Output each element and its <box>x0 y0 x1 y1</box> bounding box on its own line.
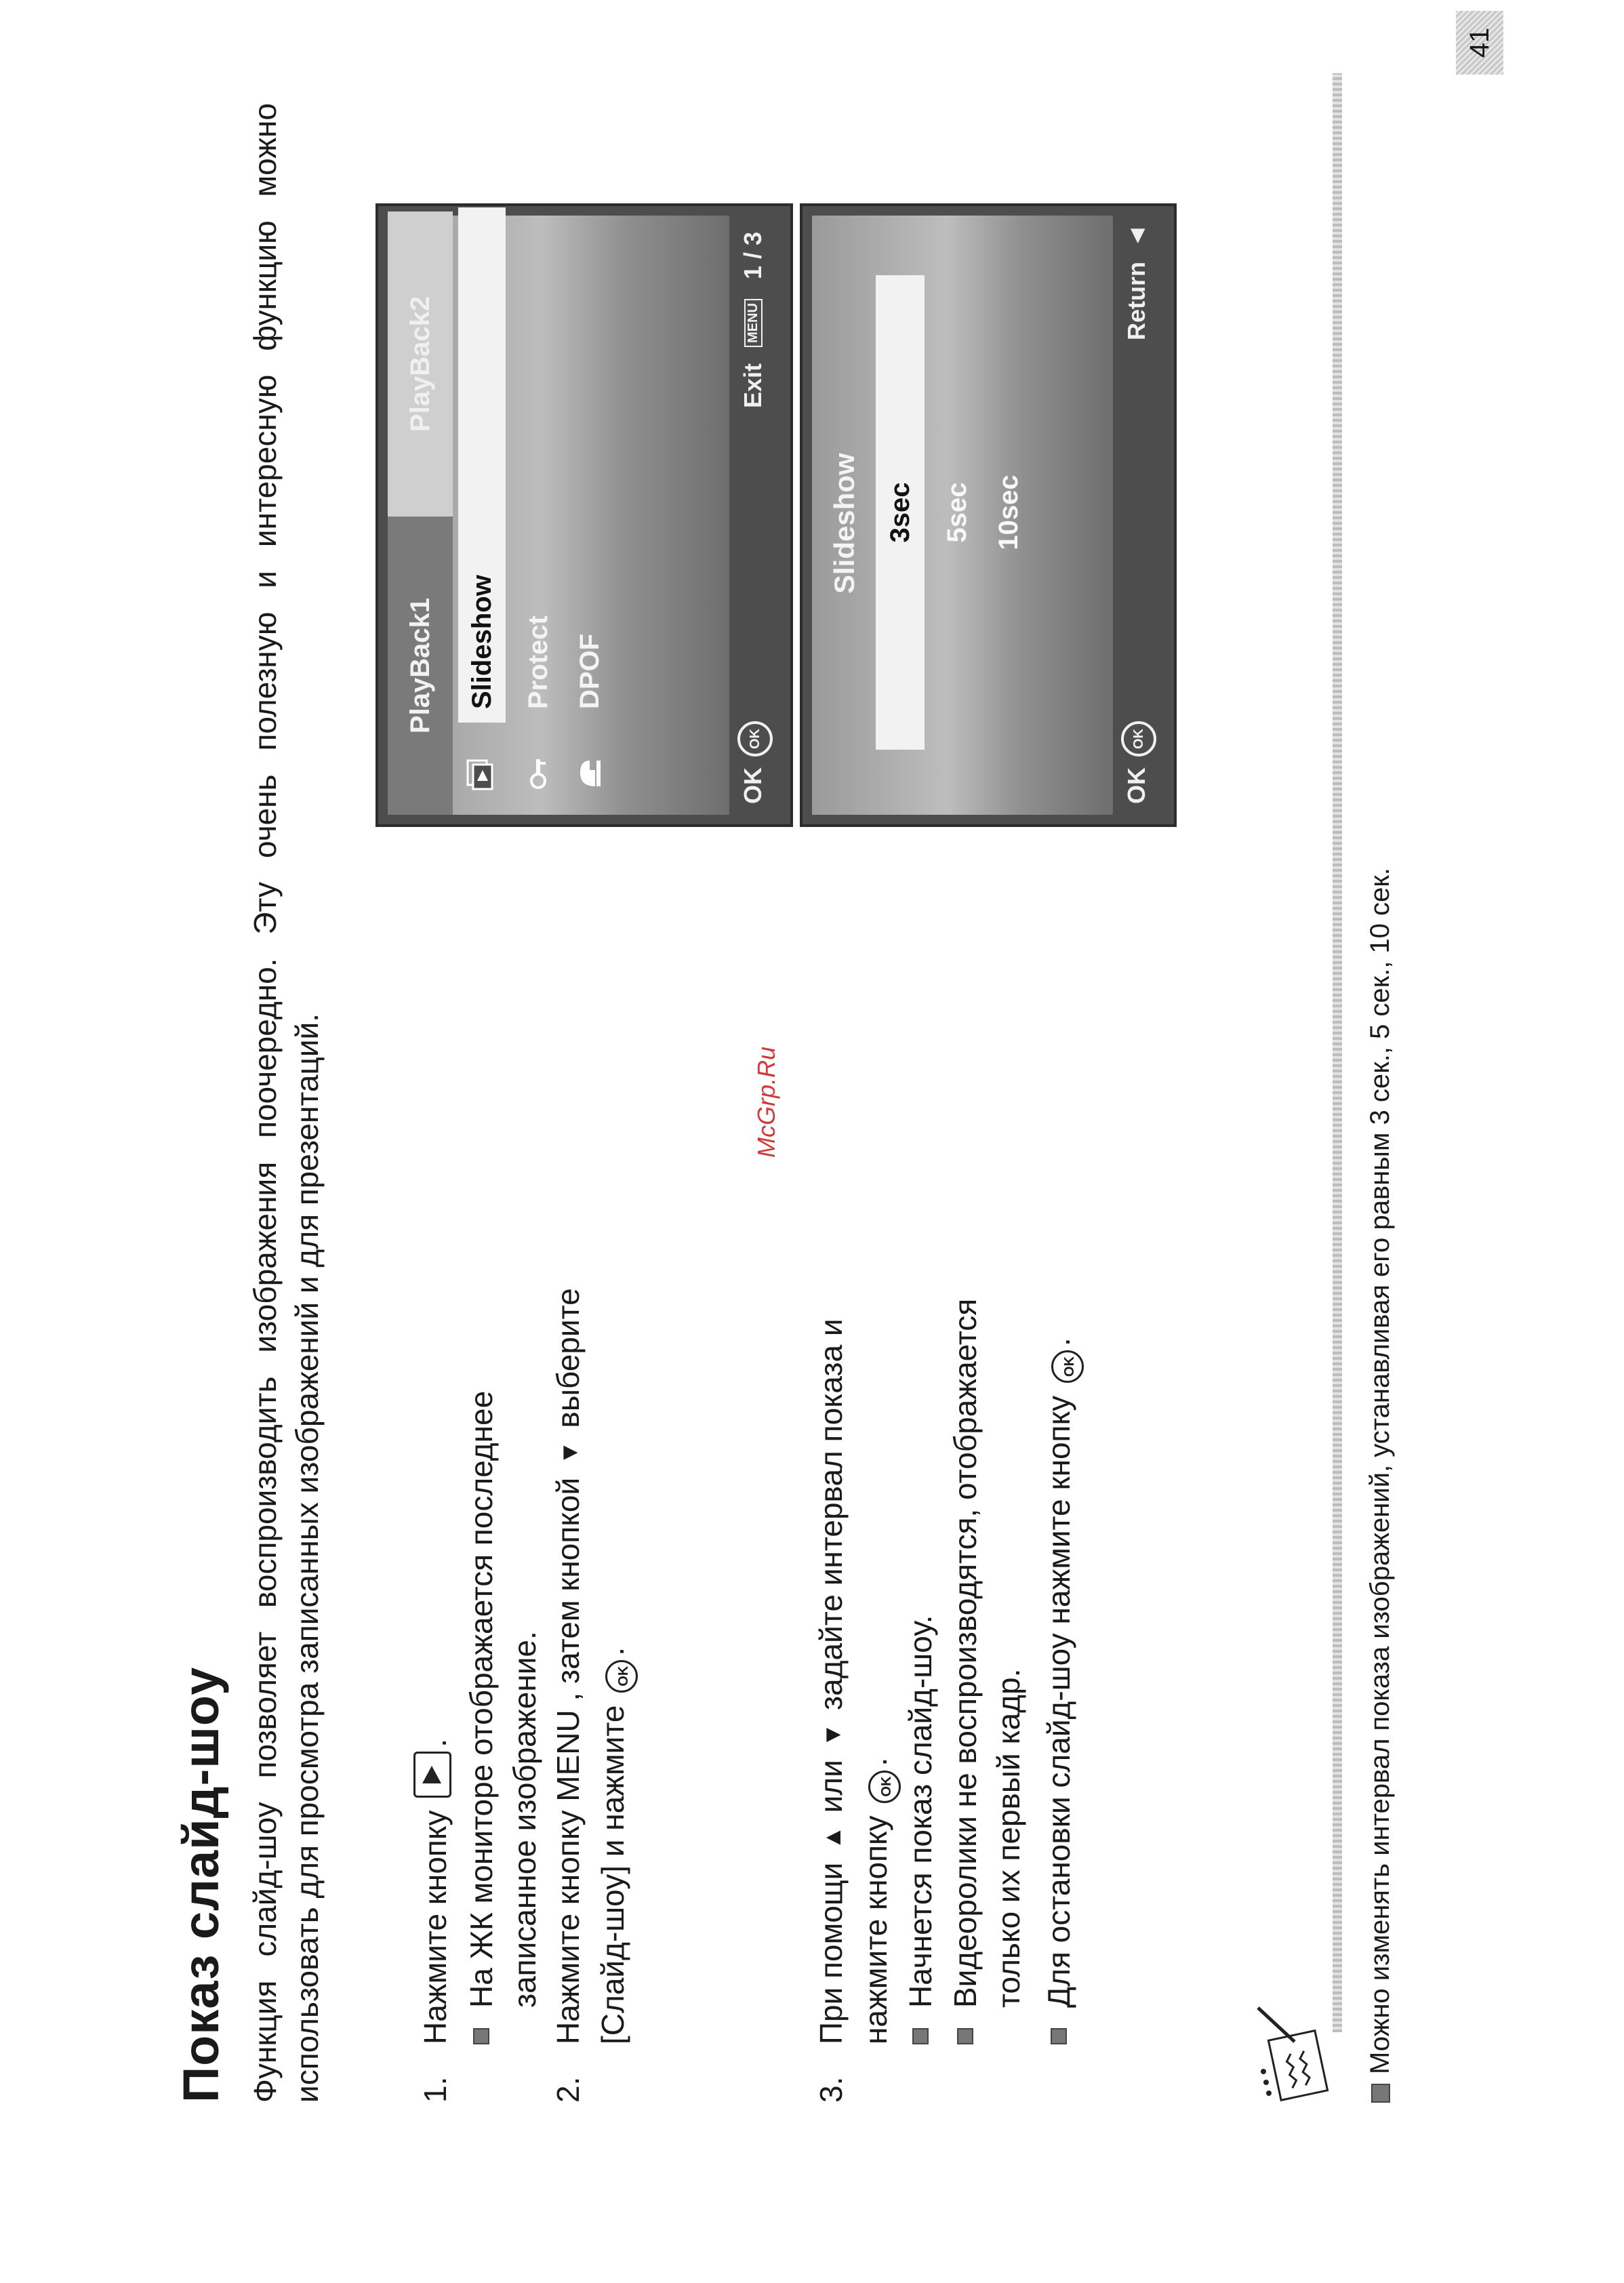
page-indicator: 1 / 3 <box>739 231 767 279</box>
intro-paragraph: Функция слайд-шоу позволяет воспроизводить изображения поочередно. Эту очень полезную и интересную функцию можно использовать для просмотра записанных изображений и для презентаций. <box>247 103 325 2103</box>
option-5sec: 5sec <box>942 482 972 543</box>
step-3-bullet-3 <box>1037 1272 1080 2044</box>
option-3sec: 3sec <box>876 275 925 750</box>
bullet-square-icon <box>1371 2084 1390 2103</box>
menu-item-slideshow: Slideshow <box>458 207 506 723</box>
divider <box>1333 73 1342 2032</box>
notepad-icon <box>1254 2001 1335 2103</box>
key-icon <box>523 756 553 790</box>
ok-button-icon: OK <box>737 721 773 756</box>
step-2 <box>546 1221 641 2103</box>
down-arrow-icon: ▼ <box>818 1722 846 1747</box>
bullet-text: Для остановки слайд-шоу нажмите кнопку <box>1041 1395 1076 2008</box>
tab-playback2: PlayBack2 <box>388 211 453 517</box>
ok-button-icon: OK <box>868 1771 901 1803</box>
bullet-end: . <box>1041 1337 1076 1347</box>
tab-playback1: PlayBack1 <box>388 517 453 815</box>
slideshow-icon <box>466 756 496 790</box>
ok-label: OK <box>739 767 767 804</box>
exit-label: Exit <box>739 363 767 408</box>
play-button-icon <box>413 1752 451 1798</box>
step-1-bullet <box>460 1272 554 2044</box>
slideshow-header: Slideshow <box>828 453 860 594</box>
note-text: Можно изменять интервал показа изображений, устанавливая его равным 3 сек., 5 сек., 10 сек. <box>1365 868 1395 2074</box>
ok-button-icon: OK <box>605 1660 638 1693</box>
menu-badge: MENU <box>744 299 763 347</box>
bullet-text: Видеоролики не воспроизводятся, отображается только их первый кадр. <box>948 1298 1026 2008</box>
left-arrow-icon: ◄ <box>1122 224 1150 248</box>
step-end: . <box>595 1646 630 1656</box>
step-3-bullet-2 <box>943 1272 1038 2044</box>
page-number: 41 <box>1465 27 1495 58</box>
bullet-square-icon <box>473 2028 489 2044</box>
down-arrow-icon: ▼ <box>555 1440 583 1466</box>
note <box>1365 868 1396 2103</box>
bullet-text: Начнется показ слайд-шоу. <box>903 1615 938 2008</box>
return-label: Return <box>1122 262 1150 340</box>
option-10sec: 10sec <box>994 474 1023 550</box>
page-number-box <box>1456 11 1503 75</box>
lcd-playback-menu <box>375 203 793 827</box>
step-text-cont: выберите [Слайд-шоу] и нажмите <box>550 1288 630 2044</box>
step-text: При помощи <box>813 1862 849 2044</box>
step-3-bullet-1 <box>899 1272 942 2044</box>
bullet-square-icon <box>957 2028 973 2044</box>
step-end: . <box>418 1738 453 1747</box>
step-end: . <box>858 1757 893 1766</box>
step-text-or: или <box>813 1760 849 1813</box>
printer-icon <box>575 756 605 790</box>
bullet-square-icon <box>912 2028 929 2044</box>
step-1 <box>413 1221 461 2103</box>
step-text: Нажмите кнопку <box>418 1810 453 2044</box>
watermark: McGrp.Ru <box>752 1046 780 1158</box>
step-text-cont: задайте интервал показа и нажмите кнопку <box>813 1318 893 2044</box>
ok-label: OK <box>1122 767 1150 804</box>
step-3 <box>809 1221 904 2103</box>
bullet-text: На ЖК мониторе отображается последнее записанное изображение. <box>464 1390 542 2008</box>
ok-button-icon: OK <box>1051 1350 1084 1383</box>
page-title: Показ слайд-шоу <box>173 1666 229 2103</box>
step-number: 3. <box>813 2076 849 2103</box>
step-text: Нажмите кнопку MENU , затем кнопкой <box>550 1477 586 2044</box>
step-number: 1. <box>418 2076 453 2103</box>
step-number: 2. <box>550 2076 586 2103</box>
menu-item-protect: Protect <box>523 615 553 709</box>
bullet-square-icon <box>1051 2028 1067 2044</box>
menu-item-dpof: DPOF <box>575 633 605 709</box>
up-arrow-icon: ▲ <box>818 1825 846 1850</box>
lcd-slideshow-interval <box>800 203 1177 827</box>
ok-button-icon: OK <box>1121 721 1156 756</box>
